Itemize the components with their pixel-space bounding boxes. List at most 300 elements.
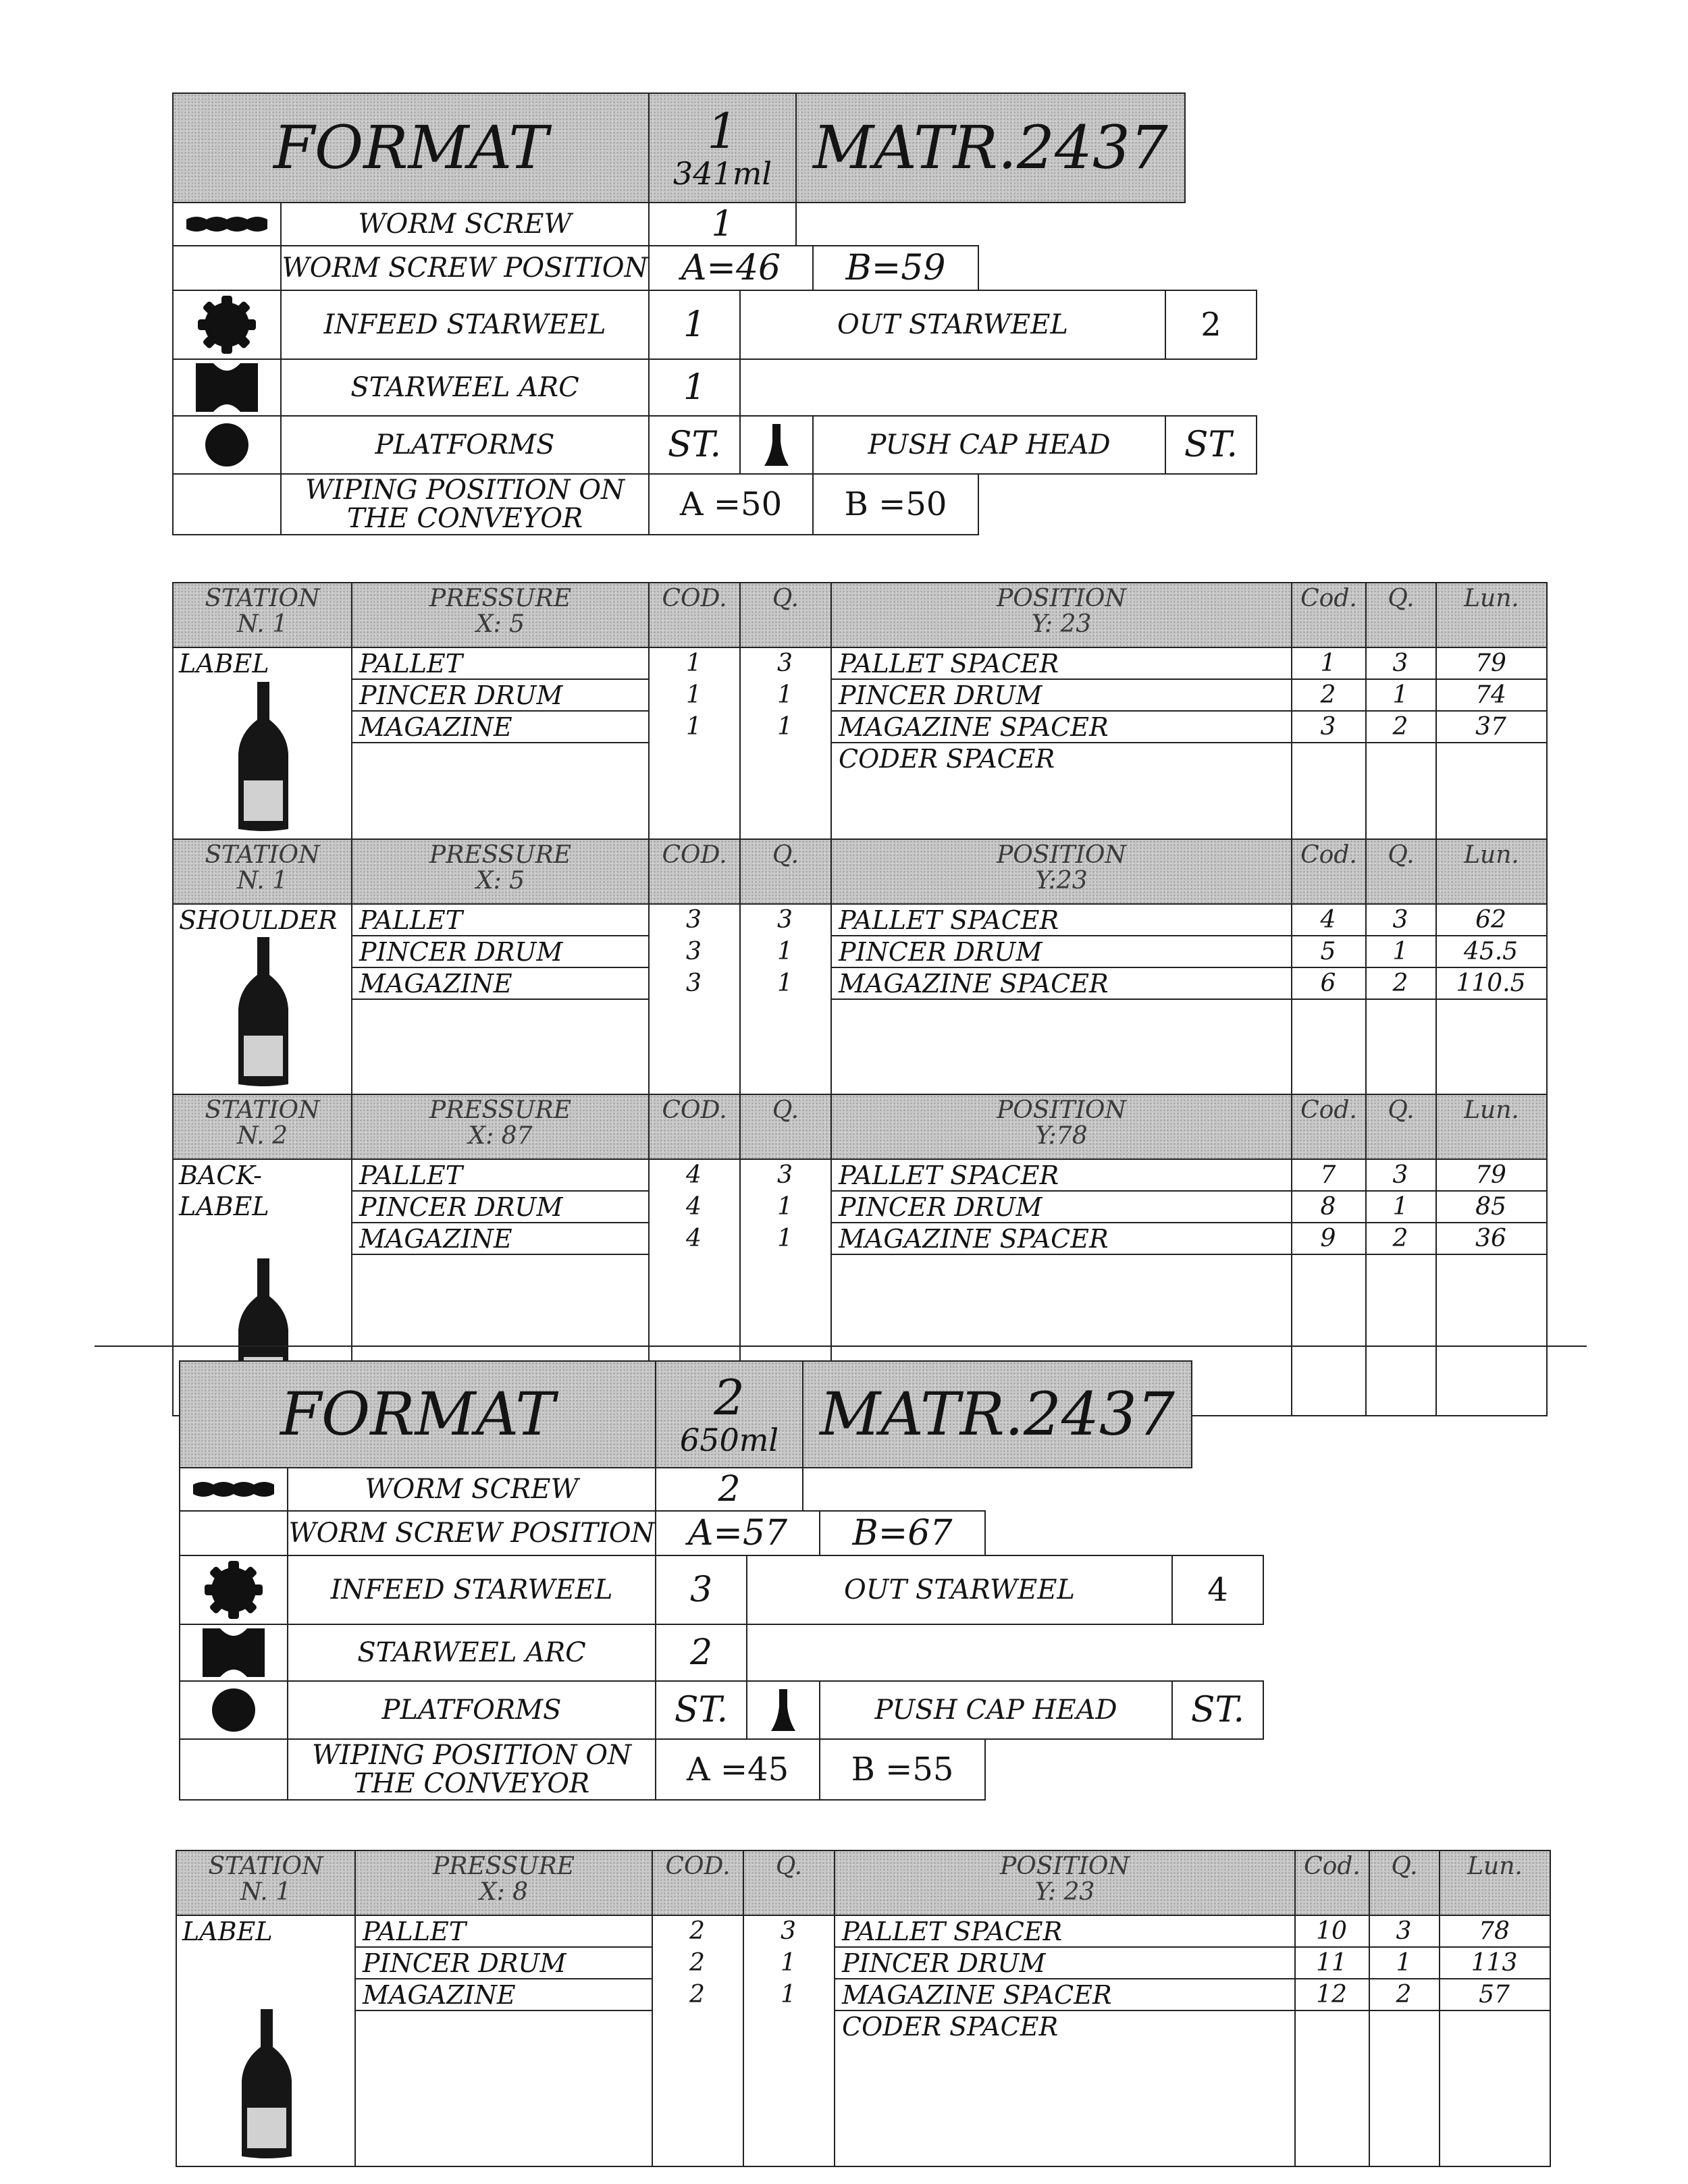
starwheel-arc-icon-cell [172,358,282,417]
station-type-line2: LABEL [179,1192,269,1221]
format-number-box [655,1360,803,1468]
starwheel-icon-cell [179,1555,288,1625]
worm-screw-position-label-cell [280,245,650,291]
q2-header-text: Q. [1391,1853,1418,1880]
format-volume: 650ml [679,1421,779,1458]
push-cap-head-label-cell [812,415,1166,475]
platforms-value-cell [648,415,741,475]
q2-header-text: Q. [1388,841,1415,869]
row-position-name: PINCER DRUM [839,681,1043,710]
row-lun: 110.5 [1456,969,1526,997]
bottle-icon [213,679,314,834]
row-lun: 45.5 [1463,938,1519,965]
row-cod2: 3 [1320,713,1336,741]
row-lun: 79 [1475,649,1506,677]
wiping-label-cell [280,473,650,535]
row-q2: 3 [1392,649,1408,677]
row-position-name: PALLET SPACER [839,649,1059,678]
push-cap-head-icon [763,421,790,469]
station-header-text: N. 1 [240,1877,291,1906]
row-rule [351,998,648,1000]
row-position-name: MAGAZINE SPACER [839,1224,1109,1254]
worm-screw-icon-cell [172,202,282,246]
row-q2: 1 [1396,1949,1412,1977]
station-header [172,1094,352,1160]
out-starweel-value: 2 [1201,305,1221,344]
starweel-arc-label: STARWEEL ARC [350,372,579,403]
push-cap-head-icon [770,1686,797,1734]
infeed-starweel-value: 3 [689,1569,713,1610]
table-bottom-rule [176,2166,1551,2167]
cod-header-text: COD. [662,1096,727,1124]
platforms-value: ST. [667,424,722,465]
matr-number: MATR.2437 [820,1379,1175,1449]
column-rule [1546,647,1548,838]
row-position-name: CODER SPACER [842,2012,1059,2042]
q2-header-text: Q. [1388,1096,1415,1124]
wiping-a-cell [648,473,814,535]
format-title-text: FORMAT [273,112,548,182]
cod2-header [1291,1094,1367,1160]
row-name: PALLET [359,905,463,935]
row-rule [351,742,648,743]
worm-screw-position-a: A=46 [681,247,781,288]
position-header [830,1094,1292,1160]
row-lun: 62 [1475,906,1506,934]
q-header [739,1094,832,1160]
starweel-arc-value-cell [655,1624,747,1682]
row-q: 1 [777,681,793,709]
q2-header-text: Q. [1388,585,1415,612]
row-cod: 3 [686,906,702,934]
empty-icon-cell [179,1738,288,1801]
matr-number: MATR.2437 [813,112,1168,182]
station-header [172,838,352,905]
push-cap-icon-cell [739,415,814,475]
row-lun: 57 [1479,1981,1510,2008]
station-type: BACK- [179,1161,262,1190]
empty-icon-cell [172,473,282,535]
row-position-name: MAGAZINE SPACER [842,1980,1112,2010]
row-cod: 4 [686,1225,702,1252]
row-cod2: 9 [1320,1225,1336,1252]
bottle-icon [216,2006,317,2162]
row-name: MAGAZINE [359,1224,512,1254]
row-cod: 1 [686,713,702,741]
pressure-header-text: PRESSURE [429,1096,572,1124]
row-lun: 113 [1471,1949,1518,1977]
q-header-text: Q. [772,841,799,869]
row-q2: 3 [1396,1917,1412,1945]
row-lun: 37 [1475,713,1506,741]
cod-header [648,1094,741,1160]
row-lun: 85 [1475,1193,1506,1221]
format-title-text: FORMAT [280,1379,555,1449]
push-cap-head-label-cell [819,1680,1173,1740]
q2-header [1369,1850,1440,1916]
worm-screw-label: WORM SCREW [358,209,572,240]
starwheel-icon-cell [172,290,282,360]
row-position-name: PALLET SPACER [839,905,1059,935]
worm-screw-label-cell [287,1467,656,1512]
row-name: PINCER DRUM [363,1948,566,1978]
lun-header [1435,1094,1548,1160]
q-header [739,582,832,648]
lun-header-text: Lun. [1467,1853,1523,1880]
cod2-header-text: Cod. [1300,841,1357,869]
column-rule [1546,903,1548,1094]
row-q2: 2 [1392,1225,1408,1252]
row-q: 1 [777,1225,793,1252]
station-header [176,1850,356,1916]
out-starweel-value-cell [1165,290,1257,360]
row-q2: 2 [1392,969,1408,997]
position-header-text: POSITION [997,1096,1126,1124]
cod2-header [1294,1850,1370,1916]
wiping-label-line2: THE CONVEYOR [346,503,583,534]
pressure-header-text: PRESSURE [432,1853,575,1880]
row-position-name: MAGAZINE SPACER [839,712,1109,742]
row-cod2: 12 [1316,1981,1347,2008]
row-q2: 2 [1396,1981,1412,2008]
empty-icon-cell [172,245,282,291]
push-cap-head-label: PUSH CAP HEAD [874,1695,1117,1726]
starwheel-arc-icon [193,361,261,415]
format-title [179,1360,656,1468]
row-lun: 78 [1479,1917,1510,1945]
wiping-a-value: A =45 [686,1750,789,1788]
row-q: 3 [777,649,793,677]
position-header [830,838,1292,905]
row-q2: 3 [1392,1161,1408,1189]
starwheel-gear-icon [203,1560,264,1620]
wiping-label-cell [287,1738,656,1801]
cod-header [652,1850,744,1916]
row-lun: 36 [1475,1225,1506,1252]
worm-screw-position-label-cell [287,1510,656,1556]
row-position-name: MAGAZINE SPACER [839,969,1109,998]
wiping-b-cell [819,1738,986,1801]
station-header-text: STATION [208,1853,323,1880]
worm-screw-value-cell [655,1467,803,1512]
station-header-text: STATION [205,841,320,869]
row-name: PALLET [359,649,463,678]
worm-screw-position-b: B=67 [852,1512,953,1553]
column-rule [834,1915,835,2166]
station-header-text: N. 2 [237,1121,288,1150]
starweel-arc-value: 1 [683,367,706,408]
starweel-arc-label-cell [287,1624,656,1682]
cod-header-text: COD. [665,1853,731,1880]
row-cod: 1 [686,649,702,677]
worm-screw-icon [190,1478,278,1501]
platforms-label-cell [287,1680,656,1740]
row-cod2: 2 [1320,681,1336,709]
row-name: PALLET [359,1161,463,1190]
row-position-name: PALLET SPACER [842,1917,1063,1946]
station-header-text: N. 1 [237,866,288,895]
q-header [743,1850,835,1916]
worm-screw-label: WORM SCREW [365,1474,579,1505]
row-rule [830,1254,1546,1255]
pressure-header-text: X: 87 [468,1121,533,1150]
format-volume: 341ml [672,155,772,192]
lun-header-text: Lun. [1464,1096,1519,1124]
platforms-label-cell [280,415,650,475]
out-starweel-value: 4 [1207,1570,1228,1609]
row-name: MAGAZINE [359,969,512,998]
row-cod: 3 [686,938,702,965]
starweel-arc-label-cell [280,358,650,417]
wiping-b-value: B =55 [851,1750,954,1788]
row-cod2: 4 [1320,906,1336,934]
cod-header-text: COD. [662,841,727,869]
format-number: 2 [714,1369,745,1427]
row-q2: 3 [1392,906,1408,934]
position-header [834,1850,1296,1916]
worm-screw-label-cell [280,202,650,246]
infeed-starweel-value: 1 [683,304,706,345]
lun-header-text: Lun. [1464,841,1519,869]
platform-icon-cell [172,415,282,475]
q2-header [1365,582,1437,648]
row-cod2: 1 [1320,649,1336,677]
row-name: PINCER DRUM [359,681,563,710]
wiping-label-line1: WIPING POSITION ON [312,1740,631,1771]
column-rule [172,1158,174,1415]
row-position-name: PALLET SPACER [839,1161,1059,1190]
format-title [172,92,650,203]
row-name: MAGAZINE [363,1980,516,2010]
cod-header-text: COD. [662,585,727,612]
starweel-arc-value-cell [648,358,741,417]
worm-screw-value-cell [648,202,797,246]
row-name: PINCER DRUM [359,937,563,967]
format-number: 1 [707,103,738,160]
row-cod: 3 [686,969,702,997]
row-q: 1 [777,969,793,997]
row-cod: 2 [689,1917,705,1945]
column-rule [172,647,174,838]
station-header-text: STATION [205,1096,320,1124]
column-rule [1546,1158,1548,1415]
position-header-text: Y:78 [1035,1121,1088,1150]
column-rule [1550,1915,1551,2166]
platform-disc-icon [210,1686,257,1734]
row-q2: 1 [1392,1193,1408,1221]
row-rule [830,998,1546,1000]
row-q: 1 [777,1193,793,1221]
position-header-text: POSITION [997,841,1126,869]
pressure-header-text: PRESSURE [429,841,572,869]
out-starweel-label-cell [746,1555,1173,1625]
position-header-text: POSITION [997,585,1126,612]
platform-disc-icon [203,421,250,469]
platforms-label: PLATFORMS [381,1695,562,1726]
row-cod2: 10 [1316,1917,1347,1945]
station-type: LABEL [179,649,269,678]
station-header-text: STATION [205,585,320,612]
bottle-icon [213,934,314,1090]
row-cod2: 8 [1320,1193,1336,1221]
infeed-starweel-label-cell [280,290,650,360]
platform-icon-cell [179,1680,288,1740]
format-number-box [648,92,797,203]
row-cod: 4 [686,1161,702,1189]
worm-screw-position-b-cell [819,1510,986,1556]
lun-header [1435,838,1548,905]
out-starweel-label: OUT STARWEEL [837,309,1068,340]
worm-screw-position-a-cell [648,245,814,291]
row-rule [354,2010,652,2011]
cod2-header [1291,582,1367,648]
out-starweel-value-cell [1171,1555,1264,1625]
infeed-starweel-label: INFEED STARWEEL [323,309,606,340]
cod2-header [1291,838,1367,905]
row-name: PALLET [363,1917,467,1946]
cod2-header-text: Cod. [1304,1853,1361,1880]
push-cap-head-value: ST. [1184,424,1238,465]
position-header-text: POSITION [1000,1853,1130,1880]
row-cod2: 5 [1320,938,1336,965]
push-cap-head-value-cell [1171,1680,1264,1740]
row-q: 3 [781,1917,796,1945]
column-rule [172,903,174,1094]
worm-screw-position-label: WORM SCREW POSITION [288,1518,655,1549]
pressure-header [351,838,650,905]
q-header-text: Q. [775,1853,803,1880]
row-q: 1 [781,1949,796,1977]
infeed-starweel-label: INFEED STARWEEL [330,1574,613,1605]
q2-header [1365,838,1437,905]
column-rule [176,1915,177,2166]
pressure-header-text: X: 5 [475,866,525,895]
starwheel-arc-icon-cell [179,1624,288,1682]
push-cap-head-value-cell [1165,415,1257,475]
row-q2: 1 [1392,938,1408,965]
position-header-text: Y: 23 [1034,1877,1095,1906]
starweel-arc-value: 2 [689,1632,713,1673]
row-q: 3 [777,906,793,934]
infeed-starweel-value-cell [655,1555,747,1625]
pressure-header-text: X: 8 [479,1877,529,1906]
station-type: SHOULDER [179,905,338,935]
row-lun: 74 [1475,681,1506,709]
row-cod2: 11 [1316,1949,1347,1977]
platforms-value-cell [655,1680,747,1740]
column-rule [354,1915,356,2166]
q-header-text: Q. [772,1096,799,1124]
infeed-starweel-value-cell [648,290,741,360]
cod-header [648,838,741,905]
worm-screw-position-a: A=57 [687,1512,788,1553]
lun-header [1435,582,1548,648]
row-cod: 2 [689,1949,705,1977]
worm-screw-position-b-cell [812,245,979,291]
pressure-header [351,582,650,648]
row-name: PINCER DRUM [359,1192,563,1222]
empty-icon-cell [179,1510,288,1556]
row-q: 3 [777,1161,793,1189]
row-cod2: 7 [1320,1161,1336,1189]
station-header-text: N. 1 [237,610,288,638]
wiping-a-value: A =50 [679,485,783,523]
push-cap-head-label: PUSH CAP HEAD [868,429,1111,460]
page-cut-line [95,1346,1587,1347]
row-cod: 2 [689,1981,705,2008]
station-type: LABEL [182,1917,273,1946]
worm-screw-value: 1 [711,203,734,244]
row-position-name: PINCER DRUM [842,1948,1046,1978]
row-q2: 1 [1392,681,1408,709]
row-position-name: CODER SPACER [839,744,1055,774]
worm-screw-position-a-cell [655,1510,820,1556]
wiping-label-line1: WIPING POSITION ON [305,475,625,506]
push-cap-icon-cell [746,1680,820,1740]
position-header-text: Y:23 [1035,866,1088,895]
pressure-header [354,1850,653,1916]
q-header [739,838,832,905]
row-name: MAGAZINE [359,712,512,742]
worm-screw-icon [183,213,271,236]
row-cod: 1 [686,681,702,709]
pressure-header-text: X: 5 [475,610,525,638]
platforms-value: ST. [674,1689,729,1730]
row-cod2: 6 [1320,969,1336,997]
lun-header [1439,1850,1551,1916]
worm-screw-position-label: WORM SCREW POSITION [282,252,648,284]
row-rule [351,1254,648,1255]
position-header [830,582,1292,648]
q-header-text: Q. [772,585,799,612]
out-starweel-label-cell [739,290,1166,360]
wiping-label-line2: THE CONVEYOR [353,1768,590,1799]
pressure-header-text: PRESSURE [429,585,572,612]
push-cap-head-value: ST. [1190,1689,1245,1730]
platforms-label: PLATFORMS [375,429,555,460]
cod2-header-text: Cod. [1300,1096,1357,1124]
row-q: 1 [777,713,793,741]
matr-box [802,1360,1192,1468]
row-q: 1 [777,938,793,965]
row-cod: 4 [686,1193,702,1221]
cod-header [648,582,741,648]
wiping-b-cell [812,473,979,535]
lun-header-text: Lun. [1464,585,1519,612]
wiping-b-value: B =50 [844,485,947,523]
worm-screw-icon-cell [179,1467,288,1512]
out-starweel-label: OUT STARWEEL [844,1574,1075,1605]
position-header-text: Y: 23 [1031,610,1092,638]
pressure-header [351,1094,650,1160]
row-q: 1 [781,1981,796,2008]
wiping-a-cell [655,1738,820,1801]
station-header [172,582,352,648]
q2-header [1365,1094,1437,1160]
starwheel-gear-icon [196,294,257,355]
row-lun: 79 [1475,1161,1506,1189]
starwheel-arc-icon [200,1626,267,1680]
worm-screw-position-b: B=59 [845,247,946,288]
worm-screw-value: 2 [718,1468,741,1510]
infeed-starweel-label-cell [287,1555,656,1625]
row-q2: 2 [1392,713,1408,741]
matr-box [795,92,1186,203]
cod2-header-text: Cod. [1300,585,1357,612]
starweel-arc-label: STARWEEL ARC [357,1637,586,1668]
row-position-name: PINCER DRUM [839,937,1043,967]
row-position-name: PINCER DRUM [839,1192,1043,1222]
